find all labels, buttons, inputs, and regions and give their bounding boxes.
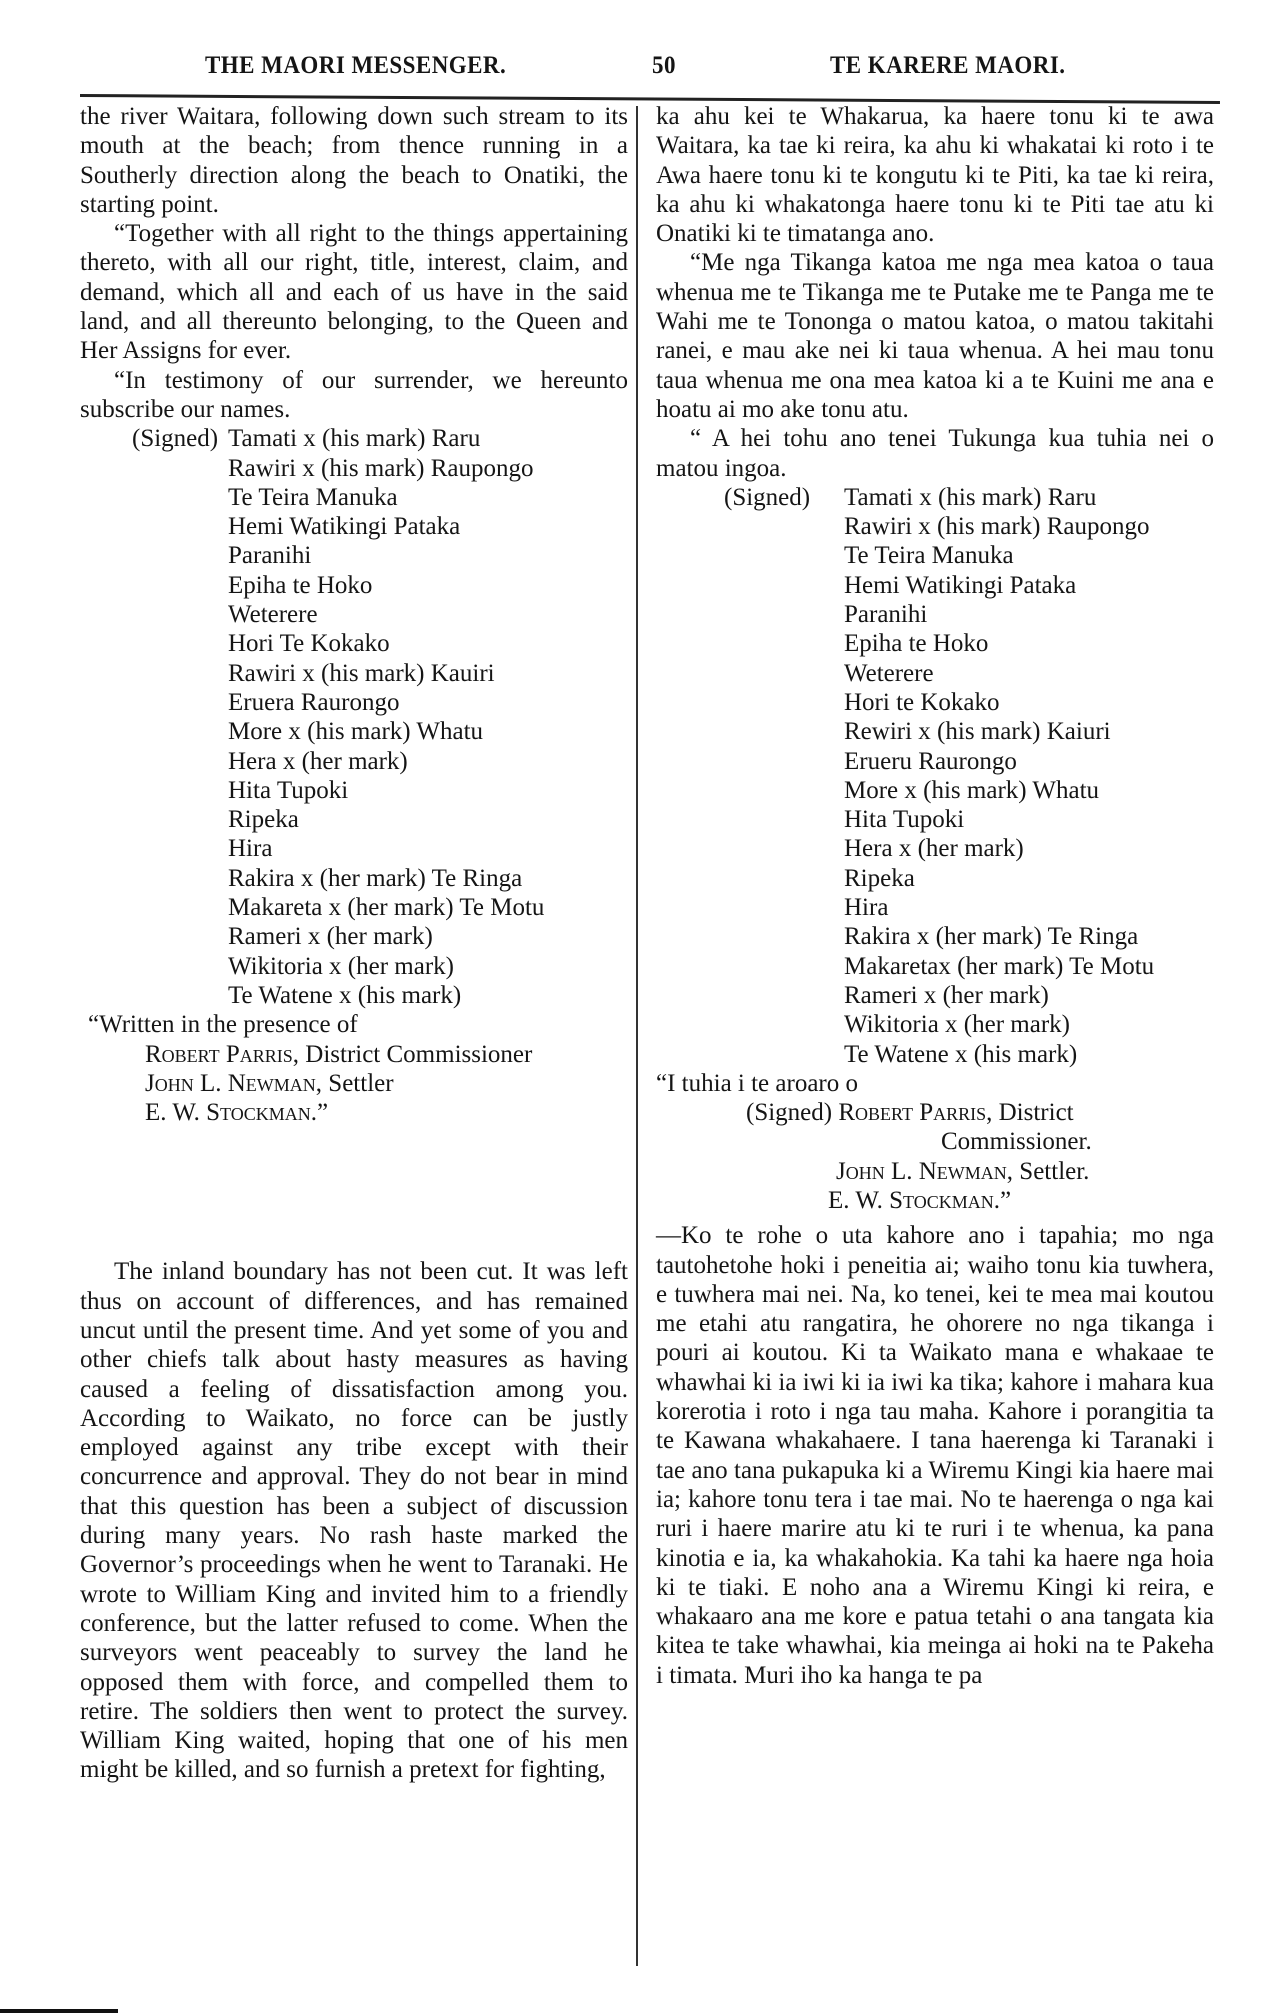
english-witness [145,1069,628,1098]
signatory-name: Te Teira Manuka [844,542,1014,570]
signatory-name: Paranihi [844,601,928,629]
english-body-paragraph: The inland boundary has not been cut. It was left thus on account of differences, and has remained uncut until the present time. And yet some of you and other chiefs talk about hasty measures as having caused a feeling of dissatisfaction among you. According to Waikato, no force can be justly employed against any tribe except with their concurrence and approval. They do not bear in mind that this question has been a subject of discussion during many years. No rash haste marked the Governor’s proceedings when he went to Taranaki. He wrote to William King and invited him to a friendly conference, but the latter refused to come. When the surveyors went peaceably to survey the land he opposed them with force, and compelled them to retire. The soldiers then went to protect the survey. William King waited, hoping that one of his men might be killed, and so furnish a pretext for fighting, [80,1258,628,1784]
maori-tohu-clause: “ A hei tohu ano tenei Tukunga kua tuhia nei o matou ingoa. [656,425,1214,482]
witness-role: , District [986,1099,1074,1127]
maori-signatures [656,483,1214,1069]
signatory-name: Epiha te Hoko [228,571,373,599]
english-signatures [80,424,628,1010]
witness-role: ” [999,1186,1012,1214]
witness-role: , Settler [315,1069,394,1097]
maori-title: TE KARERE MAORI. [830,52,1066,79]
witness-role-continued: Commissioner. [941,1128,1092,1156]
signatory-name: More x (his mark) Whatu [844,776,1100,804]
witness-name: John L. Newman [145,1069,316,1097]
english-witness-list [80,1040,628,1128]
maori-witness [656,1157,1214,1186]
signatory-name: Makaretax (her mark) Te Motu [844,952,1155,980]
signatory-name: More x (his mark) Whatu [228,718,484,746]
english-intro: the river Waitara, following down such stream to its mouth at the beach; from thence running in a Southerly direction along the beach to Onatiki, the starting point. [80,103,628,218]
signatory-name: Hemi Watikingi Pataka [228,513,461,541]
signatory-name: Hita Tupoki [228,776,349,804]
signatory-name: Erueru Raurongo [844,747,1017,775]
signatory-name: Te Watene x (his mark) [228,981,462,1009]
witness-role: ” [316,1099,329,1127]
signatory-name: Rameri x (her mark) [844,981,1049,1009]
signatory-name: Rakira x (her mark) Te Ringa [228,864,523,892]
maori-witness-intro: “I tuhia i te aroaro o [656,1069,858,1097]
english-witness-intro: “Written in the presence of [88,1011,358,1039]
maori-witness-signed-label: (Signed) [746,1099,833,1127]
signatory-name: Hira [844,894,889,922]
signatory-name: Weterere [844,659,934,687]
english-signed-label: (Signed) [132,425,219,453]
witness-name: E. W. Stockman. [828,1186,1000,1214]
signatory-name: Ripeka [844,864,915,892]
signatory-name: Hemi Watikingi Pataka [844,571,1077,599]
signatory-name: Rakira x (her mark) Te Ringa [844,923,1139,951]
maori-witness [656,1098,1214,1127]
witness-role: , Settler. [1006,1157,1090,1185]
page-number: 50 [652,52,676,79]
signatory-name: Epiha te Hoko [844,630,989,658]
signatory-name: Te Watene x (his mark) [844,1040,1078,1068]
signatory-name: Wikitoria x (her mark) [228,952,454,980]
signatory-name: Rameri x (her mark) [228,923,433,951]
english-testimony-clause: “In testimony of our surrender, we hereunto subscribe our names. [80,366,628,423]
witness-role: , District Commissioner [292,1040,533,1068]
signatory-name: Rawiri x (his mark) Raupongo [844,513,1150,541]
english-witness [145,1098,628,1127]
witness-name: E. W. Stockman. [145,1099,317,1127]
maori-intro: ka ahu kei te Whakarua, ka haere tonu ki te awa Waitara, ka tae ki reira, ka ahu ki whakatai ki roto i te Awa haere tonu ki te kongutu ki te Piti, ka tae ki reira, ka ahu ki whakatonga haere tonu ki te Piti tae atu ki Onatiki ki te timatanga ano. [656,103,1214,248]
english-signatory-list [228,424,544,1010]
scan-edge-mark [0,2009,118,2013]
witness-name: Robert Parris [838,1099,987,1127]
maori-tikanga-clause: “Me nga Tikanga katoa me nga mea katoa o taua whenua me te Tikanga me te Putake me te Panga me te Wahi me te Tononga o matou katoa, o matou takitahi ranei, e mau ake nei ki taua whenua. A hei mau tonu taua whenua me ona mea katoa ki a te Kuini me ana e hoatu ai mo ake tonu atu. [656,249,1214,423]
witness-name: Robert Parris [145,1040,293,1068]
signatory-name: Tamati x (his mark) Raru [844,483,1097,511]
signatory-name: Ripeka [228,806,299,834]
witness-name: John L. Newman [836,1157,1007,1185]
signatory-name: Hira [228,835,273,863]
signatory-name: Paranihi [228,542,312,570]
maori-signed-label: (Signed) [724,483,811,511]
signatory-name: Hita Tupoki [844,806,965,834]
maori-signatory-list [844,483,1154,1069]
column-divider [636,106,638,1966]
maori-witness [656,1186,1214,1215]
signatory-name: Hera x (her mark) [228,747,408,775]
signatory-name: Te Teira Manuka [228,483,398,511]
signatory-name: Hera x (her mark) [844,835,1024,863]
signatory-name: Eruera Raurongo [228,688,400,716]
maori-column [656,102,1214,1690]
signatory-name: Hori te Kokako [844,688,1000,716]
signatory-name: Rawiri x (his mark) Raupongo [228,454,534,482]
english-title: THE MAORI MESSENGER. [205,52,507,79]
signatory-name: Hori Te Kokako [228,630,390,658]
signatory-name: Rawiri x (his mark) Kauiri [228,659,495,687]
english-witness [145,1040,628,1069]
signatory-name: Makareta x (her mark) Te Motu [228,894,545,922]
english-column [80,102,628,1785]
signatory-name: Weterere [228,601,318,629]
signatory-name: Tamati x (his mark) Raru [228,425,481,453]
english-together-clause: “Together with all right to the things appertaining thereto, with all our right, title, interest, claim, and demand, which all and each of us have in the said land, and all thereunto belonging, to the Queen and Her Assigns for ever. [80,220,628,365]
maori-body-paragraph: —Ko te rohe o uta kahore ano i tapahia; mo nga tautohetohe hoki i peneitia ai; waiho tonu kia tuwhera, e tuwhera mai nei. Na, ko tenei, kei te mea mai koutou me etahi atu rangatira, he ohorere no nga tikanga i pouri ai koutou. Ki ta Waikato mana e whakaae te whawhai ki ia iwi ki ia iwi ka tika; kahore i mahara kua korerotia i roto i nga tau maha. Kahore i porangitia ta te Kawana whakahaere. I tana haerenga ki Taranaki i tae ano tana pukapuka ki a Wiremu Kingi kia haere mai ia; kahore tonu tera i tae mai. No te haerenga o nga kai ruri i haere marire atu ki te ruri i te whenua, ka pana kinotia e ia, ka whakahokia. Ka tahi ka haere nga hoia ki te tiaki. E noho ana a Wiremu Kingi ki reira, e whakaaro ana me kore e patua tetahi o ana tangata kia kitea te take whawhai, kia meinga ai hoki na te Pakeha i timata. Muri iho ka hanga te pa [656,1222,1214,1689]
signatory-name: Wikitoria x (her mark) [844,1011,1070,1039]
signatory-name: Rewiri x (his mark) Kaiuri [844,718,1111,746]
